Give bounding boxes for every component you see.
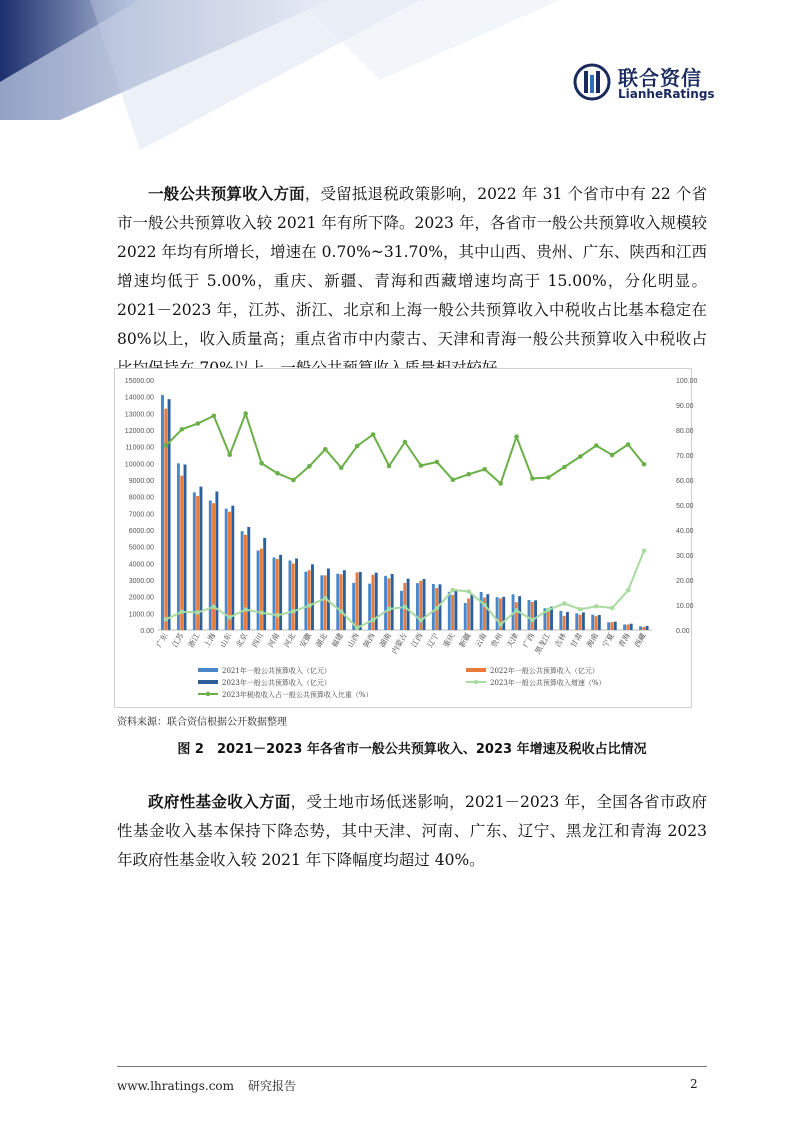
data-point (355, 444, 360, 449)
bar (407, 579, 410, 630)
x-tick-label: 云南 (473, 631, 489, 649)
x-tick-label: 河北 (281, 631, 298, 649)
bar (464, 603, 467, 630)
left-tick-label: 4000.00 (128, 561, 154, 569)
bar (400, 591, 403, 630)
x-tick-label: 广东 (154, 631, 170, 649)
bar (164, 409, 167, 630)
x-tick-label: 北京 (234, 631, 250, 649)
x-tick-label: 福建 (329, 631, 345, 649)
x-tick-label: 内蒙古 (389, 631, 409, 656)
bar (470, 594, 473, 630)
x-tick-label: 海南 (584, 631, 600, 649)
bar (486, 594, 489, 630)
logo-subtitle: LianheRatings (618, 87, 715, 101)
data-point (419, 463, 424, 468)
bar (515, 602, 518, 630)
bar (336, 574, 339, 630)
data-point (339, 609, 344, 614)
bar (161, 395, 164, 630)
x-tick-label: 浙江 (186, 631, 202, 649)
data-point (610, 606, 615, 611)
data-point (355, 625, 360, 630)
x-tick-label: 青海 (616, 631, 632, 649)
bar (356, 573, 359, 631)
left-tick-label: 3000.00 (128, 578, 154, 585)
data-point (530, 618, 535, 623)
legend-label: 2023年一般公共预算收入增速（%） (490, 679, 606, 687)
data-point (291, 478, 296, 483)
data-point (626, 588, 631, 593)
bar (575, 613, 578, 630)
bar (180, 476, 183, 630)
figure-source: 资料来源：联合资信根据公开数据整理 (117, 717, 287, 728)
data-point (546, 607, 551, 612)
x-tick-label: 陕西 (361, 631, 377, 649)
left-tick-label: 7000.00 (128, 511, 154, 519)
data-point (594, 443, 599, 448)
legend-swatch (466, 668, 486, 672)
bar (263, 538, 266, 630)
bar (454, 589, 457, 630)
page-number: 2 (690, 1077, 698, 1091)
bar (276, 559, 279, 630)
left-tick-label: 0.00 (140, 628, 154, 635)
bar (566, 612, 569, 630)
data-point (578, 607, 583, 612)
figure-caption: 图 2 2021－2023 年各省市一般公共预算收入、2023 年增速及税收占比情况 (177, 742, 647, 757)
right-tick-label: 90.00 (676, 403, 694, 410)
data-point (196, 610, 201, 615)
paragraph-text: ，受土地市场低迷影响，2021－2023 年，全国各省市政府性基金收入基本保持下降态势，其中天津、河南、广东、辽宁、黑龙江和青海 2023 年政府性基金收入较 2021 年下降幅度均超过 40%。 (117, 793, 707, 869)
bar (168, 399, 171, 630)
data-point (371, 432, 376, 437)
logo-name: 联合资信 (618, 66, 702, 90)
bar (423, 579, 426, 630)
x-tick-label: 宁夏 (600, 631, 616, 649)
bar (343, 570, 346, 630)
data-point (307, 603, 312, 608)
x-tick-label: 辽宁 (425, 631, 441, 649)
bar (289, 561, 292, 631)
data-point (498, 622, 503, 627)
left-tick-label: 11000.00 (125, 444, 154, 452)
bar (630, 624, 633, 630)
data-point (642, 462, 647, 467)
bar (231, 506, 234, 630)
bar (563, 616, 566, 630)
x-tick-label: 黑龙江 (533, 631, 553, 656)
bar (199, 487, 202, 630)
data-point (610, 453, 615, 458)
bar (483, 598, 486, 631)
bar (534, 600, 537, 630)
bar (212, 503, 215, 630)
data-point (243, 411, 248, 416)
data-point (259, 461, 264, 466)
bar (320, 575, 323, 630)
bar (480, 592, 483, 630)
legend-marker (206, 692, 210, 696)
paragraph-fund-revenue (117, 788, 707, 875)
budget-revenue-chart (114, 368, 698, 708)
x-tick-label: 新疆 (457, 631, 473, 649)
x-tick-label: 山西 (345, 631, 361, 649)
bar (228, 512, 231, 630)
bar (279, 555, 282, 630)
bar (623, 625, 626, 631)
bar (559, 611, 562, 630)
data-point (196, 421, 201, 426)
bar (646, 626, 649, 630)
data-point (514, 608, 519, 613)
bar (432, 584, 435, 630)
bar (626, 625, 629, 631)
bar (375, 573, 378, 630)
bar (591, 615, 594, 630)
data-point (546, 475, 551, 480)
x-tick-label: 湖南 (377, 631, 393, 649)
right-tick-label: 20.00 (676, 578, 694, 585)
bar (416, 583, 419, 630)
x-tick-label: 吉林 (552, 631, 569, 649)
bar (579, 615, 582, 630)
x-tick-label: 广西 (520, 631, 537, 649)
legend-swatch (198, 668, 218, 672)
data-point (419, 618, 424, 623)
left-tick-label: 10000.00 (124, 461, 154, 469)
x-tick-label: 甘肃 (568, 631, 585, 649)
chart-container (114, 368, 698, 708)
bar (496, 597, 499, 630)
bar (304, 572, 307, 630)
right-tick-label: 80.00 (676, 428, 694, 435)
data-point (498, 481, 503, 486)
bar (642, 627, 645, 630)
left-tick-label: 1000.00 (128, 611, 154, 619)
lianhe-logo-icon (572, 62, 612, 102)
data-point (323, 447, 328, 452)
left-tick-label: 5000.00 (128, 544, 154, 552)
bar (595, 616, 598, 630)
data-point (578, 454, 583, 459)
data-point (227, 615, 232, 620)
right-tick-label: 10.00 (676, 603, 694, 610)
right-tick-label: 30.00 (676, 553, 694, 560)
bar (582, 612, 585, 630)
data-point (211, 413, 216, 418)
bar (448, 592, 451, 630)
left-tick-label: 9000.00 (128, 478, 154, 485)
bar (244, 535, 247, 630)
bar (260, 549, 263, 630)
legend-label: 2023年税收收入占一般公共预算收入比重（%） (222, 691, 373, 699)
right-tick-label: 70.00 (676, 453, 694, 460)
legend-label: 2023年一般公共预算收入（亿元） (222, 679, 331, 687)
bar (324, 575, 327, 630)
lianhe-logo (572, 62, 722, 106)
legend-marker (474, 680, 478, 684)
bar (193, 492, 196, 630)
bar (419, 581, 422, 630)
data-point (562, 601, 567, 606)
x-tick-label: 四川 (250, 631, 266, 649)
x-tick-label: 上海 (202, 631, 218, 649)
data-point (435, 606, 440, 611)
right-tick-label: 60.00 (676, 478, 694, 485)
data-point (275, 613, 280, 618)
left-tick-label: 14000.00 (124, 394, 154, 402)
bar (177, 463, 180, 630)
right-tick-label: 100.00 (676, 378, 698, 385)
bar (531, 602, 534, 630)
data-point (626, 442, 631, 447)
bar (384, 576, 387, 630)
data-point (482, 467, 487, 472)
paragraph-text: ，受留抵退税政策影响，2022 年 31 个省市中有 22 个省市一般公共预算收入较 2021 年有所下降。2023 年，各省市一般公共预算收入规模较 2022 年均有所增长，增速在 0.70%~31.70%，其中山西、贵州、广东、陕西和江西增速均低于 5.00%，重庆、新疆、青海和西藏增速均高于 15.00%，分化明显。2021－2023 年，江苏、浙江、北京和上海一般公共预算收入中税收占比基本稳定在 80%以上，收入质量高；重点省市中内蒙古、天津和青海一般公共预算收入中税收占 (117, 185, 707, 348)
data-point (466, 589, 471, 594)
x-tick-label: 天津 (504, 631, 521, 649)
bar (467, 599, 470, 631)
legend-label: 2022年一般公共预算收入（亿元） (490, 667, 599, 675)
left-tick-label: 2000.00 (128, 594, 154, 602)
data-point (307, 464, 312, 469)
data-point (164, 617, 169, 622)
right-tick-label: 40.00 (676, 528, 694, 535)
data-point (466, 472, 471, 477)
footer-divider (117, 1066, 707, 1067)
data-point (435, 460, 440, 465)
left-tick-label: 13000.00 (124, 411, 154, 419)
x-tick-label: 贵州 (489, 631, 505, 649)
footer-report-label: 研究报告 (248, 1079, 297, 1093)
bar (391, 574, 394, 630)
data-point (387, 464, 392, 469)
bar (528, 600, 531, 630)
bar (225, 509, 228, 630)
bar (639, 626, 642, 630)
bar (451, 595, 454, 630)
x-tick-label: 江苏 (170, 631, 186, 649)
data-point (180, 609, 185, 614)
data-point (451, 588, 456, 593)
data-point (164, 443, 169, 448)
bar (184, 465, 187, 631)
bar (598, 615, 601, 630)
x-tick-label: 山东 (218, 631, 234, 649)
right-tick-label: 50.00 (676, 503, 694, 510)
data-point (562, 465, 567, 470)
data-point (451, 477, 456, 482)
data-point (180, 427, 185, 432)
data-point (594, 604, 599, 609)
bar (273, 558, 276, 631)
bar (308, 570, 311, 630)
legend-swatch (198, 680, 218, 684)
x-tick-label: 湖北 (313, 631, 330, 649)
bar (607, 622, 610, 630)
data-point (243, 607, 248, 612)
bar (292, 564, 295, 631)
bar (359, 572, 362, 630)
data-point (482, 603, 487, 608)
x-tick-label: 江西 (409, 631, 425, 649)
footer-url[interactable]: www.lhratings.com (117, 1079, 235, 1093)
x-tick-label: 安徽 (297, 631, 314, 649)
bar (196, 496, 199, 630)
data-point (259, 610, 264, 615)
data-point (514, 434, 519, 439)
paragraph-general-budget (117, 180, 707, 383)
data-point (275, 471, 280, 476)
bar (614, 622, 617, 630)
x-tick-label: 河南 (265, 631, 282, 649)
data-point (387, 607, 392, 612)
bar (611, 622, 614, 630)
data-point (291, 609, 296, 614)
x-tick-label: 重庆 (441, 631, 457, 649)
left-tick-label: 12000.00 (124, 428, 154, 435)
data-point (211, 604, 216, 609)
data-point (227, 452, 232, 457)
bar (311, 564, 314, 630)
bar (340, 574, 343, 630)
data-point (642, 548, 647, 553)
legend-label: 2021年一般公共预算收入（亿元） (222, 667, 331, 675)
right-tick-label: 0.00 (676, 628, 690, 635)
paragraph-lead: 一般公共预算收入方面 (148, 185, 305, 203)
data-point (371, 618, 376, 623)
x-tick-label: 西藏 (632, 631, 648, 649)
footer (117, 1077, 310, 1094)
left-tick-label: 8000.00 (128, 494, 154, 502)
paragraph-lead: 政府性基金收入方面 (148, 793, 291, 811)
left-tick-label: 6000.00 (128, 528, 154, 535)
bar (241, 531, 244, 630)
data-point (323, 596, 328, 601)
bar (295, 559, 298, 631)
data-point (403, 605, 408, 610)
bar (257, 551, 260, 631)
bar (209, 501, 212, 631)
left-tick-label: 15000.00 (124, 378, 154, 385)
data-point (339, 465, 344, 470)
data-point (530, 476, 535, 481)
bar (247, 527, 250, 630)
data-point (403, 440, 408, 445)
bar (387, 578, 390, 630)
